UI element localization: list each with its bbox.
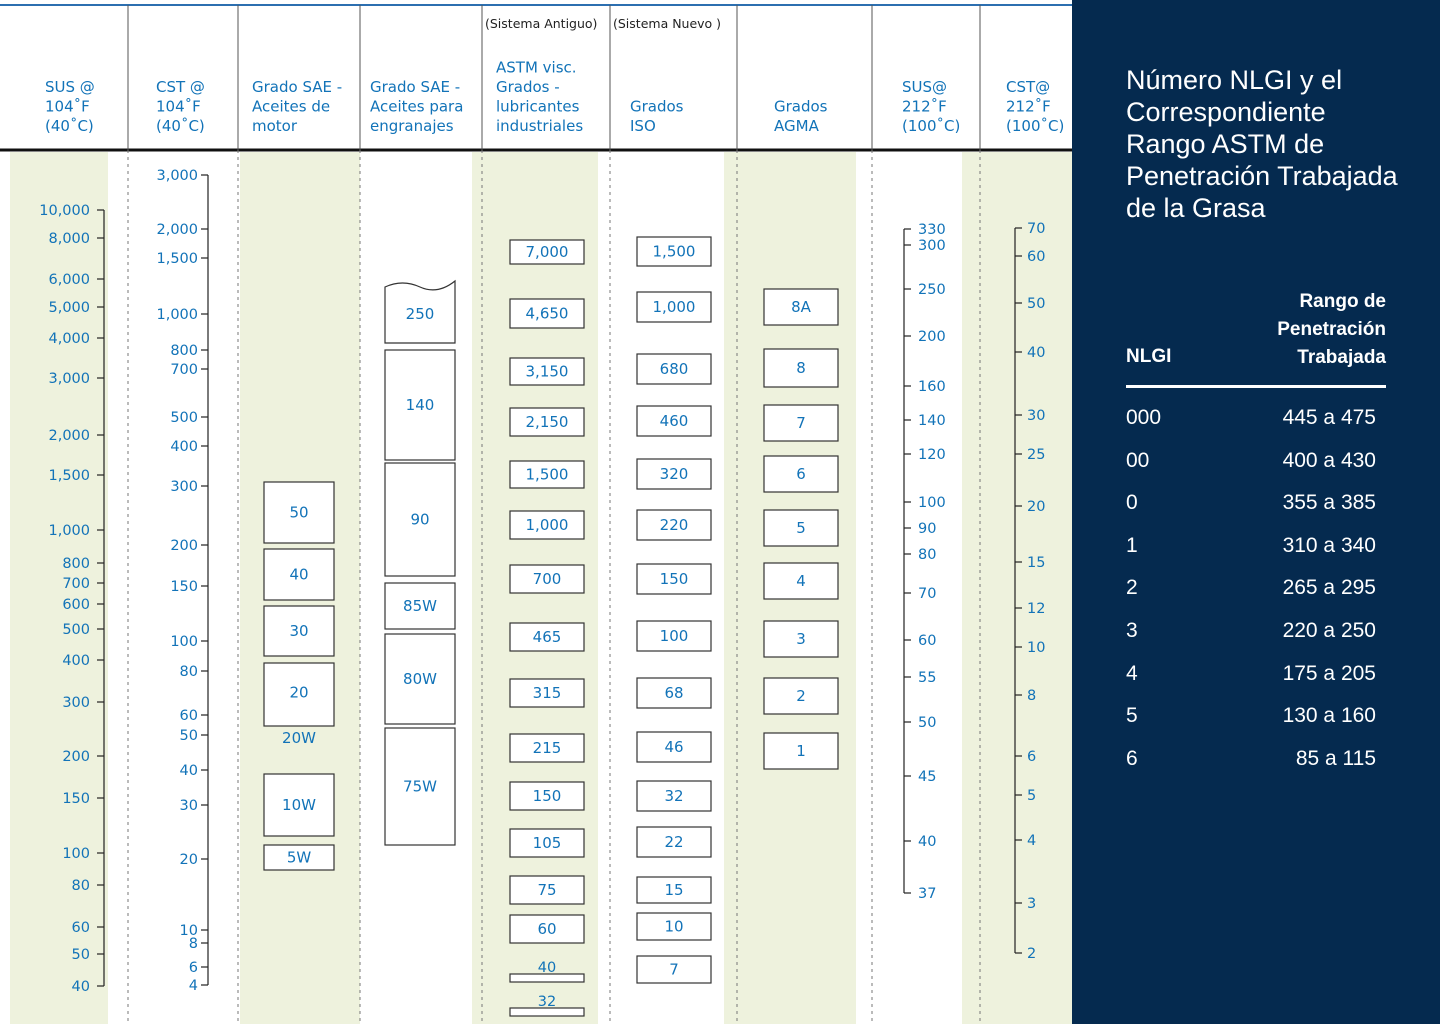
column-header: SUS @ 104˚F (40˚C) xyxy=(45,78,95,135)
grade-label: 10 xyxy=(664,917,684,936)
scale-tick-label: 60 xyxy=(918,633,937,649)
grade-label: 460 xyxy=(659,412,689,430)
grade-label: 2,150 xyxy=(525,413,569,431)
grade-label: 215 xyxy=(532,739,562,757)
scale-tick-label: 400 xyxy=(170,439,198,455)
grade-label: 5 xyxy=(796,519,806,537)
column-header: CST@ 212˚F (100˚C) xyxy=(1006,78,1065,135)
grade-label: 1,500 xyxy=(525,465,569,484)
scale-tick-label: 100 xyxy=(62,846,90,862)
scale-tick-label: 5 xyxy=(1027,788,1037,804)
nlgi-range: 355 a 385 xyxy=(1282,491,1376,514)
scale-tick-label: 700 xyxy=(62,576,90,592)
scale-tick-label: 30 xyxy=(179,798,198,814)
grade-label: 32 xyxy=(537,994,557,1010)
scale-tick-label: 60 xyxy=(71,920,90,936)
scale-tick-label: 90 xyxy=(918,521,937,537)
scale-tick-label: 80 xyxy=(179,664,198,680)
scale-tick-label: 8 xyxy=(188,936,198,952)
scale-tick-label: 200 xyxy=(62,749,90,765)
scale-tick-label: 600 xyxy=(62,597,90,613)
scale-tick-label: 330 xyxy=(918,222,946,238)
scale-tick-label: 1,000 xyxy=(156,307,198,323)
grade-label: 40 xyxy=(537,960,557,976)
scale-tick-label: 3,000 xyxy=(48,371,90,387)
scale-tick-label: 55 xyxy=(918,670,937,686)
nlgi-range-header: Rango de Penetración Trabajada xyxy=(1277,291,1386,368)
nlgi-grade-header: NLGI xyxy=(1126,346,1172,367)
nlgi-grade: 000 xyxy=(1126,406,1162,429)
grade-label: 68 xyxy=(664,684,684,702)
scale-tick-label: 2,000 xyxy=(156,222,198,238)
nlgi-row xyxy=(1126,449,1376,489)
scale-tick-label: 40 xyxy=(71,979,90,995)
column-header: Grados AGMA xyxy=(774,97,828,135)
grade-label: 85W xyxy=(403,597,437,615)
grade-label: 680 xyxy=(659,360,689,378)
grade-label: 50 xyxy=(289,503,309,522)
nlgi-grade: 5 xyxy=(1126,704,1138,727)
scale-tick-label: 6 xyxy=(1027,749,1037,765)
nlgi-grade: 3 xyxy=(1126,619,1138,642)
nlgi-grade: 00 xyxy=(1126,449,1150,472)
scale-tick-label: 500 xyxy=(170,410,198,426)
nlgi-range: 220 a 250 xyxy=(1282,619,1376,642)
nlgi-grade: 2 xyxy=(1126,576,1138,599)
scale-tick-label: 50 xyxy=(918,715,937,731)
scale-tick-label: 10 xyxy=(1027,640,1046,656)
grade-label: 3,150 xyxy=(525,362,569,381)
nlgi-row xyxy=(1126,576,1376,616)
column-shade xyxy=(962,152,1072,1024)
column-top-note: (Sistema Nuevo ) xyxy=(613,16,722,31)
scale-tick-label: 200 xyxy=(170,538,198,554)
scale-tick-label: 150 xyxy=(170,579,198,595)
scale-tick-label: 140 xyxy=(918,413,946,429)
nlgi-row xyxy=(1126,491,1376,531)
grade-label: 150 xyxy=(659,570,689,588)
scale-tick-label: 10,000 xyxy=(39,203,90,219)
scale-tick-label: 250 xyxy=(918,282,946,298)
nlgi-range: 445 a 475 xyxy=(1282,406,1376,429)
nlgi-range: 400 a 430 xyxy=(1282,449,1376,472)
scale-tick-label: 50 xyxy=(71,947,90,963)
scale-tick-label: 6 xyxy=(188,960,198,976)
grade-label: 22 xyxy=(664,833,684,851)
column-header: CST @ 104˚F (40˚C) xyxy=(156,78,205,135)
nlgi-grade: 6 xyxy=(1126,747,1138,770)
grade-label: 7 xyxy=(796,414,806,432)
scale-tick-label: 120 xyxy=(918,447,946,463)
scale-tick-label: 70 xyxy=(1027,221,1046,237)
scale-tick-label: 1,000 xyxy=(48,523,90,539)
scale-tick-label: 40 xyxy=(179,763,198,779)
scale-tick-label: 8,000 xyxy=(48,231,90,247)
scale-tick-label: 200 xyxy=(918,329,946,345)
scale-tick-label: 2,000 xyxy=(48,428,90,444)
scale-tick-label: 2 xyxy=(1027,946,1037,962)
grade-label: 1 xyxy=(796,742,806,760)
grade-label: 30 xyxy=(289,622,309,640)
scale-tick-label: 800 xyxy=(170,343,198,359)
grade-label: 2 xyxy=(796,687,806,705)
nlgi-row xyxy=(1126,619,1376,659)
scale-tick-label: 8 xyxy=(1027,688,1037,704)
scale-tick-label: 160 xyxy=(918,379,946,395)
nlgi-grade: 4 xyxy=(1126,662,1138,685)
column-header: SUS@ 212˚F (100˚C) xyxy=(902,78,961,135)
scale-tick-label: 100 xyxy=(918,495,946,511)
column-top-note: (Sistema Antiguo) xyxy=(485,16,598,31)
scale-tick-label: 60 xyxy=(1027,249,1046,265)
scale-tick-label: 100 xyxy=(170,634,198,650)
grade-label: 7 xyxy=(669,960,679,979)
grade-label: 320 xyxy=(659,465,689,483)
grade-label: 3 xyxy=(796,630,806,648)
scale-tick-label: 300 xyxy=(918,238,946,254)
grade-label: 150 xyxy=(532,787,562,805)
scale-tick-label: 50 xyxy=(1027,296,1046,312)
scale-tick-label: 45 xyxy=(918,769,937,785)
scale-tick-label: 500 xyxy=(62,622,90,638)
grade-label: 75 xyxy=(537,881,557,899)
grade-label: 140 xyxy=(405,396,435,414)
column-header: Grados ISO xyxy=(630,97,684,135)
nlgi-panel xyxy=(1072,0,1440,1024)
scale-tick-label: 15 xyxy=(1027,555,1046,571)
scale-tick-label: 25 xyxy=(1027,447,1046,463)
grade-label: 6 xyxy=(796,465,806,483)
scale-tick-label: 10 xyxy=(179,923,198,939)
nlgi-row xyxy=(1126,534,1376,574)
grade-label: 250 xyxy=(405,305,435,323)
nlgi-title: Número NLGI y el Correspondiente Rango ASTM de Penetración Trabajada de la Grasa xyxy=(1126,65,1398,223)
grade-label: 7,000 xyxy=(525,243,569,261)
grade-label: 8 xyxy=(796,359,806,377)
nlgi-row xyxy=(1126,406,1376,446)
nlgi-grade: 0 xyxy=(1126,491,1138,514)
scale-tick-label: 300 xyxy=(170,479,198,495)
scale-tick-label: 60 xyxy=(179,708,198,724)
nlgi-header-rule xyxy=(1126,385,1386,388)
scale-tick-label: 1,500 xyxy=(48,468,90,484)
grade-label: 90 xyxy=(410,510,430,529)
scale-tick-label: 30 xyxy=(1027,408,1046,424)
scale-tick-label: 3,000 xyxy=(156,168,198,184)
scale-tick-label: 20 xyxy=(1027,499,1046,515)
scale-tick-label: 1,500 xyxy=(156,251,198,267)
scale-tick-label: 50 xyxy=(179,728,198,744)
scale-tick-label: 150 xyxy=(62,791,90,807)
scale-tick-label: 4 xyxy=(1027,833,1037,849)
scale-tick-label: 700 xyxy=(170,362,198,378)
nlgi-range: 130 a 160 xyxy=(1282,704,1376,727)
scale-tick-label: 20 xyxy=(179,852,198,868)
nlgi-range: 265 a 295 xyxy=(1282,576,1376,599)
scale-tick-label: 12 xyxy=(1027,601,1046,617)
grade-label: 700 xyxy=(532,570,562,588)
nlgi-range: 175 a 205 xyxy=(1282,662,1376,685)
grade-label: 8A xyxy=(791,298,811,316)
column-header: Grado SAE -Aceites para engranajes xyxy=(370,78,464,135)
scale-tick-label: 800 xyxy=(62,556,90,572)
scale-tick-label: 400 xyxy=(62,653,90,669)
grade-sublabel: 20W xyxy=(282,729,316,747)
scale-tick-label: 80 xyxy=(918,547,937,563)
grade-label: 105 xyxy=(532,834,562,852)
grade-label: 80W xyxy=(403,670,437,688)
nlgi-row xyxy=(1126,704,1376,744)
scale-tick-label: 37 xyxy=(918,886,937,902)
grade-label: 60 xyxy=(537,920,557,938)
grade-label: 40 xyxy=(289,565,309,584)
grade-label: 75W xyxy=(403,777,437,796)
scale-tick-label: 40 xyxy=(918,834,937,850)
grade-label: 10W xyxy=(282,796,316,814)
grade-label: 32 xyxy=(664,787,684,805)
nlgi-row xyxy=(1126,662,1376,702)
scale-tick-label: 6,000 xyxy=(48,272,90,288)
scale-tick-label: 70 xyxy=(918,586,937,602)
grade-label: 46 xyxy=(664,738,684,756)
scale-tick-label: 3 xyxy=(1027,896,1037,912)
scale-tick-label: 4 xyxy=(188,978,198,994)
scale-tick-label: 80 xyxy=(71,878,90,894)
nlgi-range: 85 a 115 xyxy=(1295,747,1376,770)
grade-label: 1,000 xyxy=(652,298,696,316)
grade-label: 4,650 xyxy=(525,304,569,323)
grade-label: 1,000 xyxy=(525,516,569,534)
grade-label: 5W xyxy=(286,848,312,867)
grade-label: 465 xyxy=(532,628,562,646)
nlgi-grade: 1 xyxy=(1126,534,1138,557)
grade-label: 1,500 xyxy=(652,242,696,261)
grade-label: 4 xyxy=(796,572,806,590)
grade-label: 220 xyxy=(659,516,689,534)
grade-label: 315 xyxy=(532,684,562,702)
column-header: Grado SAE -Aceites de motor xyxy=(252,78,343,135)
nlgi-row xyxy=(1126,747,1376,787)
scale-tick-label: 4,000 xyxy=(48,331,90,347)
grade-label: 20 xyxy=(289,683,309,702)
nlgi-range: 310 a 340 xyxy=(1282,534,1376,557)
column-header: ASTM visc. Grados -lubricantes industriales xyxy=(496,58,584,135)
scale-tick-label: 5,000 xyxy=(48,300,90,316)
scale-tick-label: 300 xyxy=(62,695,90,711)
grade-label: 100 xyxy=(659,627,689,645)
grade-label: 15 xyxy=(664,881,684,899)
scale-tick-label: 40 xyxy=(1027,345,1046,361)
